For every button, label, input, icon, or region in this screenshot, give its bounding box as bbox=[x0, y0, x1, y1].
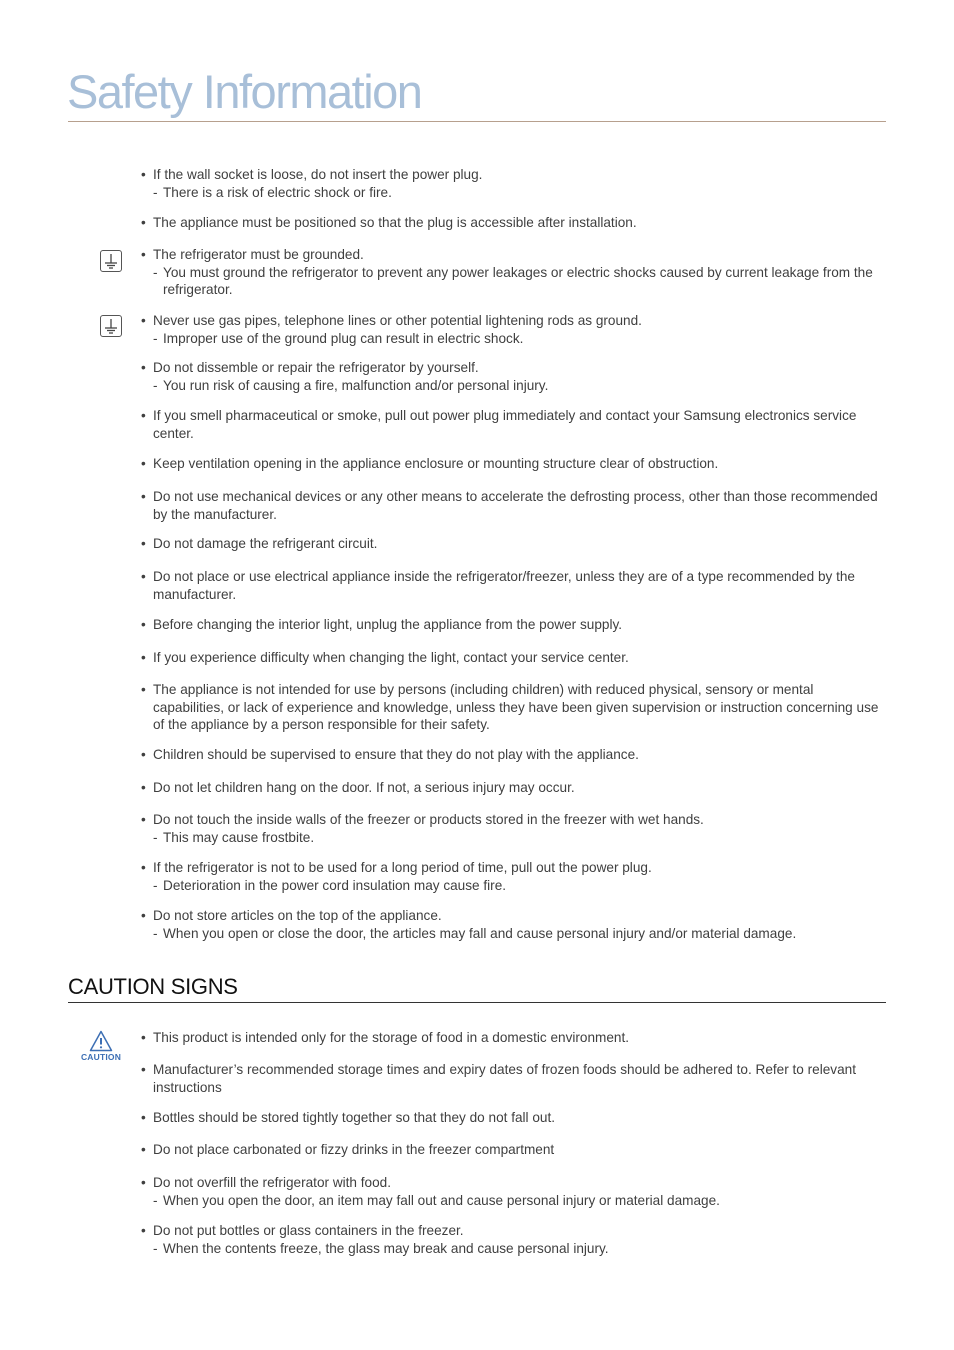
caution-label: CAUTION bbox=[80, 1052, 122, 1062]
item-text: • Do not overfill the refrigerator with food. bbox=[141, 1174, 879, 1192]
section-divider bbox=[68, 1002, 886, 1003]
item-text: • Do not place or use electrical appliance inside the refrigerator/freezer, unless they are of a type recommended by the manufacturer. bbox=[141, 568, 879, 603]
list-item bbox=[141, 166, 879, 201]
item-text: • This product is intended only for the storage of food in a domestic environment. bbox=[141, 1029, 879, 1047]
list-item bbox=[141, 488, 879, 523]
item-text: • The refrigerator must be grounded. bbox=[141, 246, 879, 264]
item-text: • If the wall socket is loose, do not insert the power plug. bbox=[141, 166, 879, 184]
item-subtext: - Deterioration in the power cord insulation may cause fire. bbox=[141, 877, 879, 895]
item-subtext: - When you open the door, an item may fall out and cause personal injury or material damage. bbox=[141, 1192, 879, 1210]
list-item bbox=[141, 616, 879, 634]
item-text: • Do not damage the refrigerant circuit. bbox=[141, 535, 879, 553]
title-divider bbox=[68, 121, 886, 122]
item-subtext: - You must ground the refrigerator to prevent any power leakages or electric shocks caused by current leakage from the refrigerator. bbox=[141, 264, 879, 299]
item-text: • Do not touch the inside walls of the freezer or products stored in the freezer with wet hands. bbox=[141, 811, 879, 829]
item-text: • If you experience difficulty when changing the light, contact your service center. bbox=[141, 649, 879, 667]
item-subtext: - When you open or close the door, the articles may fall and cause personal injury and/or material damage. bbox=[141, 925, 879, 943]
list-item bbox=[141, 214, 879, 232]
item-text: • Keep ventilation opening in the appliance enclosure or mounting structure clear of obstruction. bbox=[141, 455, 879, 473]
list-item bbox=[141, 811, 879, 846]
list-item bbox=[141, 407, 879, 442]
list-item bbox=[141, 359, 879, 394]
item-text: • Do not let children hang on the door. If not, a serious injury may occur. bbox=[141, 779, 879, 797]
item-text: • Do not put bottles or glass containers in the freezer. bbox=[141, 1222, 879, 1240]
list-item bbox=[141, 1029, 879, 1047]
list-item bbox=[141, 681, 879, 734]
item-subtext: - When the contents freeze, the glass may break and cause personal injury. bbox=[141, 1240, 879, 1258]
list-item bbox=[141, 859, 879, 894]
item-text: • Do not place carbonated or fizzy drinks in the freezer compartment bbox=[141, 1141, 879, 1159]
list-item bbox=[141, 1174, 879, 1209]
item-text: • If you smell pharmaceutical or smoke, pull out power plug immediately and contact your Samsung electronics service center. bbox=[141, 407, 879, 442]
item-text: • If the refrigerator is not to be used for a long period of time, pull out the power plug. bbox=[141, 859, 879, 877]
list-item bbox=[141, 649, 879, 667]
item-text: • Before changing the interior light, unplug the appliance from the power supply. bbox=[141, 616, 879, 634]
list-item bbox=[141, 907, 879, 942]
list-item bbox=[141, 535, 879, 553]
item-text: • Children should be supervised to ensure that they do not play with the appliance. bbox=[141, 746, 879, 764]
ground-icon bbox=[100, 315, 122, 337]
item-text: • The appliance must be positioned so that the plug is accessible after installation. bbox=[141, 214, 879, 232]
item-subtext: - You run risk of causing a fire, malfunction and/or personal injury. bbox=[141, 377, 879, 395]
page-title: Safety Information bbox=[67, 65, 422, 118]
list-item bbox=[141, 1061, 879, 1096]
ground-icon bbox=[100, 250, 122, 272]
list-item bbox=[141, 1141, 879, 1159]
item-text: • Do not store articles on the top of the appliance. bbox=[141, 907, 879, 925]
item-text: • Do not dissemble or repair the refrigerator by yourself. bbox=[141, 359, 879, 377]
item-text: • The appliance is not intended for use by persons (including children) with reduced physical, sensory or mental capabilities, or lack of experience and knowledge, unless they have been given supervision or instruction concerning use of the appliance by a person responsible for their safety. bbox=[141, 681, 879, 734]
list-item bbox=[141, 568, 879, 603]
item-text: • Bottles should be stored tightly together so that they do not fall out. bbox=[141, 1109, 879, 1127]
list-item bbox=[141, 1222, 879, 1257]
item-text: • Manufacturer’s recommended storage times and expiry dates of frozen foods should be adhered to. Refer to relevant instructions bbox=[141, 1061, 879, 1096]
list-item bbox=[141, 779, 879, 797]
list-item bbox=[141, 455, 879, 473]
item-text: • Do not use mechanical devices or any other means to accelerate the defrosting process, other than those recommended by the manufacturer. bbox=[141, 488, 879, 523]
list-item bbox=[141, 246, 879, 299]
list-item bbox=[141, 312, 879, 347]
list-item bbox=[141, 746, 879, 764]
item-subtext: - Improper use of the ground plug can result in electric shock. bbox=[141, 330, 879, 348]
item-subtext: - There is a risk of electric shock or fire. bbox=[141, 184, 879, 202]
list-item bbox=[141, 1109, 879, 1127]
item-subtext: - This may cause frostbite. bbox=[141, 829, 879, 847]
caution-icon bbox=[76, 1030, 126, 1066]
section-title: CAUTION SIGNS bbox=[68, 974, 238, 999]
item-text: • Never use gas pipes, telephone lines or other potential lightening rods as ground. bbox=[141, 312, 879, 330]
